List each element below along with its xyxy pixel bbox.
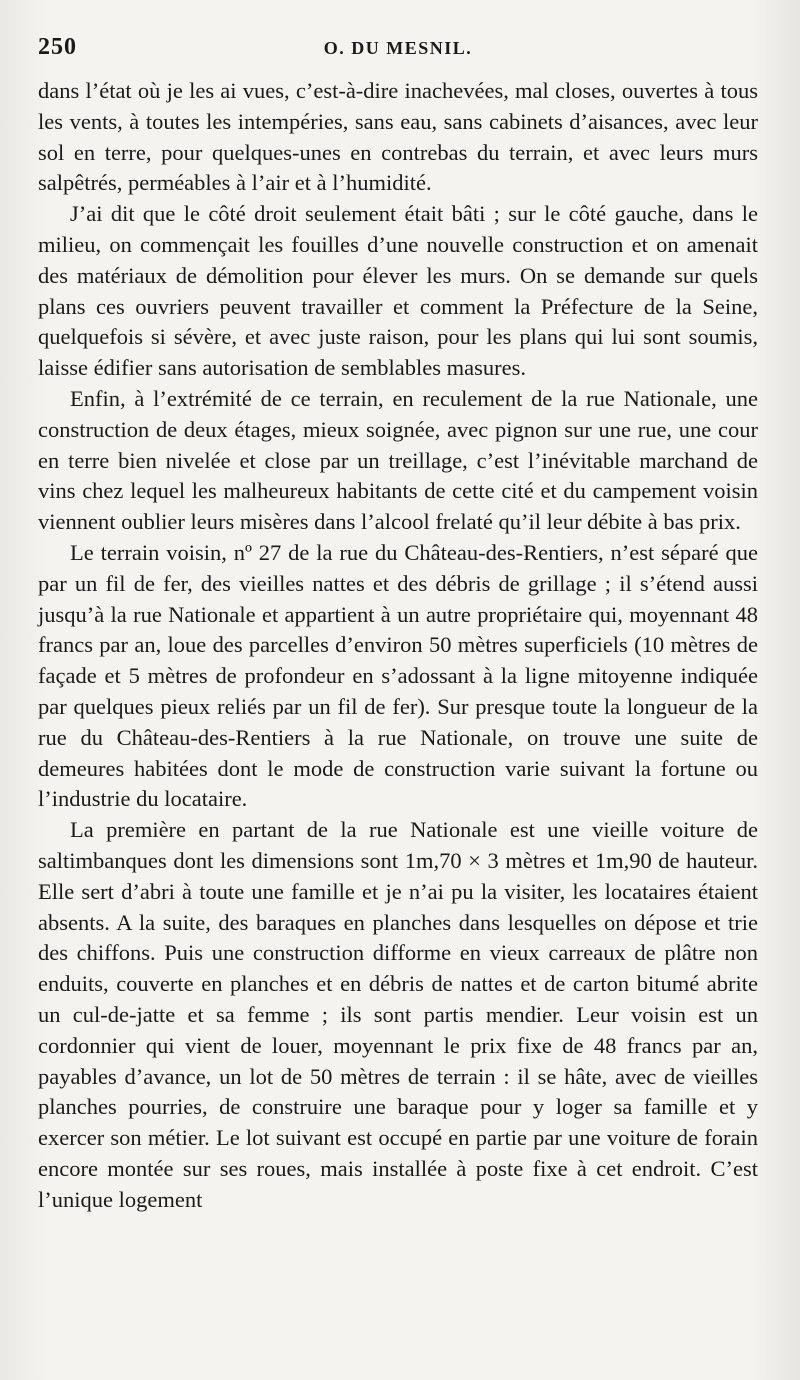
body-text [38, 76, 758, 1215]
paragraph: Le terrain voisin, nº 27 de la rue du Château-des-Rentiers, n’est séparé que par un fil de fer, des vieilles nattes et des débris de grillage ; il s’étend aussi jusqu’à la rue Nationale et appartient à un autre propriétaire qui, moyennant 48 francs par an, loue des parcelles d’environ 50 mètres superficiels (10 mètres de façade et 5 mètres de profondeur en s’adossant à la ligne mitoyenne indiquée par quelques pieux reliés par un fil de fer). Sur presque toute la longueur de la rue du Château-des-Rentiers à la rue Nationale, on trouve une suite de demeures habitées dont le mode de construction varie suivant la fortune ou l’industrie du locataire. [38, 539, 758, 812]
running-head-author: O. DU MESNIL. [323, 38, 473, 58]
paragraph: La première en partant de la rue Nationale est une vieille voiture de saltimbanques dont les dimensions sont 1m,70 × 3 mètres et 1m,90 de hauteur. Elle sert d’abri à toute une famille et je n’ai pu la visiter, les locataires étaient absents. A la suite, des baraques en planches dans lesquelles on dépose et trie des chiffons. Puis une construction difforme en vieux carreaux de plâtre non enduits, couverte en planches et en débris de nattes et de carton bitumé abrite un cul-de-jatte et sa femme ; ils sont partis mendier. Leur voisin est un cordonnier qui vient de louer, moyennant le prix fixe de 48 francs par an, payables d’avance, un lot de 50 mètres de terrain : il se hâte, avec de vieilles planches pourries, de construire une baraque pour y loger sa famille et y exercer son métier. Le lot suivant est occupé en partie par une voiture de forain encore montée sur ses roues, mais installée à poste fixe à cet endroit. C’est l’unique logement [38, 817, 758, 1212]
paragraph: J’ai dit que le côté droit seulement était bâti ; sur le côté gauche, dans le milieu, on commençait les fouilles d’une nouvelle construction et on amenait des matériaux de démolition pour élever les murs. On se demande sur quels plans ces ouvriers peuvent travailler et comment la Préfecture de la Seine, quelquefois si sévère, et avec juste raison, pour les plans qui lui sont soumis, laisse édifier sans autorisation de semblables masures. [38, 201, 758, 381]
running-head [38, 34, 758, 76]
paragraph: Enfin, à l’extrémité de ce terrain, en reculement de la rue Nationale, une construction de deux étages, mieux soignée, avec pignon sur une rue, une cour en terre bien nivelée et close par un treillage, c’est l’inévitable marchand de vins chez lequel les malheureux habitants de cette cité et du campement voisin viennent oublier leurs misères dans l’alcool frelaté qu’il leur débite à bas prix. [38, 385, 758, 535]
paragraph: dans l’état où je les ai vues, c’est-à-dire inachevées, mal closes, ouvertes à tous les vents, à toutes les intempéries, sans eau, sans cabinets d’aisances, avec leur sol en terre, pour quelques-unes en contrebas du terrain, et avec leurs murs salpêtrés, perméables à l’air et à l’humidité. [38, 78, 758, 196]
page-number: 250 [38, 34, 77, 60]
